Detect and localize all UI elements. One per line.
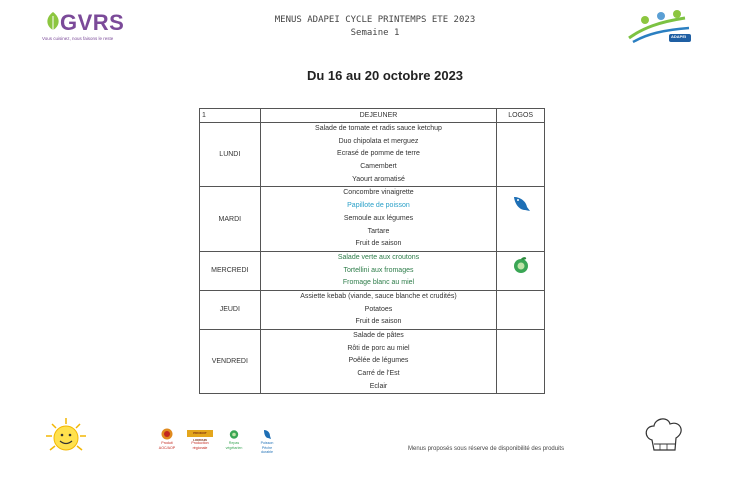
dish-item: Duo chipolata et merguez xyxy=(338,137,419,145)
dish-list xyxy=(260,290,497,329)
table-row-thursday xyxy=(200,290,545,329)
logo-cell xyxy=(497,251,545,290)
logo-cell xyxy=(497,290,545,329)
chef-hat-icon xyxy=(640,414,688,458)
dish-item: Ecrasé de pomme de terre xyxy=(337,150,420,158)
dish-item: Poêlée de légumes xyxy=(348,357,409,365)
week-label: Semaine 1 xyxy=(350,28,400,38)
brand-name: GVRS xyxy=(60,10,125,35)
table-row-monday xyxy=(200,123,545,187)
vegetarian-label: Repas végétarien xyxy=(225,441,243,450)
sun-smiley-icon xyxy=(42,416,90,458)
dish-item-fish: Papillote de poisson xyxy=(347,202,410,210)
regional-badge xyxy=(187,430,213,442)
fish-icon xyxy=(510,193,532,215)
aop-label: Produit AOC/AOP xyxy=(158,441,176,450)
dish-list xyxy=(260,123,497,187)
brand-tagline: Vous cuisinez, nous faisons le reste xyxy=(42,36,114,41)
dish-item: Concombre vinaigrette xyxy=(343,189,414,197)
header-logos: LOGOS xyxy=(497,109,545,123)
dish-item: Salade de pâtes xyxy=(353,332,404,339)
day-label: LUNDI xyxy=(200,123,261,187)
regional-label: Production régionale xyxy=(191,441,209,450)
day-label: MARDI xyxy=(200,187,261,251)
dish-item: Fruit de saison xyxy=(355,318,402,326)
dish-list xyxy=(260,251,497,290)
logo-cell xyxy=(497,330,545,394)
dish-item-veg: Tortellini aux fromages xyxy=(343,266,414,274)
vegetarian-icon xyxy=(512,256,530,274)
fishing-label: Poisson Pêche durable xyxy=(260,441,274,454)
dish-item: Assiette kebab (viande, sauce blanche et crudités) xyxy=(300,292,457,300)
dish-item: Eclair xyxy=(369,382,388,390)
dish-item: Potatoes xyxy=(364,305,393,313)
regional-badge-text: PRODUIT LORRAIN xyxy=(193,431,207,442)
table-header-row xyxy=(200,109,545,123)
day-label: JEUDI xyxy=(200,290,261,329)
dish-item: Semoule aux légumes xyxy=(343,214,414,222)
day-label: MERCREDI xyxy=(200,251,261,290)
document-header xyxy=(250,14,500,40)
table-row-friday xyxy=(200,330,545,394)
adapei-text: ADAPEI xyxy=(671,34,687,39)
table-row-wednesday xyxy=(200,251,545,290)
dish-list xyxy=(260,187,497,251)
dish-item: Carré de l'Est xyxy=(357,370,400,378)
availability-note: Menus proposés sous réserve de disponibilité des produits xyxy=(408,446,565,452)
logo-cell xyxy=(497,123,545,187)
fishing-legend-icon xyxy=(262,428,272,440)
header-week-number: 1 xyxy=(200,109,261,123)
date-range-title: Du 16 au 20 octobre 2023 xyxy=(306,68,464,83)
vegetarian-legend-icon xyxy=(229,429,239,439)
dish-item: Camembert xyxy=(360,163,397,171)
dish-item: Yaourt aromatisé xyxy=(352,175,405,183)
labels-legend xyxy=(156,424,286,468)
aop-icon xyxy=(161,428,173,440)
header-lunch: DEJEUNER xyxy=(260,109,497,123)
dish-item: Rôti de porc au miel xyxy=(347,344,410,352)
dish-item: Salade de tomate et radis sauce ketchup xyxy=(315,125,442,132)
dish-item: Fruit de saison xyxy=(355,240,402,248)
dish-list xyxy=(260,330,497,394)
dish-item-veg: Fromage blanc au miel xyxy=(342,279,415,287)
gvrs-logo xyxy=(42,8,162,42)
dish-item-veg: Salade verte aux croutons xyxy=(337,253,420,261)
doc-title: MENUS ADAPEI CYCLE PRINTEMPS ETE 2023 xyxy=(274,15,476,25)
logo-cell xyxy=(497,187,545,251)
day-label: VENDREDI xyxy=(200,330,261,394)
menu-table xyxy=(199,108,545,394)
adapei-logo xyxy=(625,8,695,46)
dish-item: Tartare xyxy=(367,227,390,235)
table-row-tuesday xyxy=(200,187,545,251)
